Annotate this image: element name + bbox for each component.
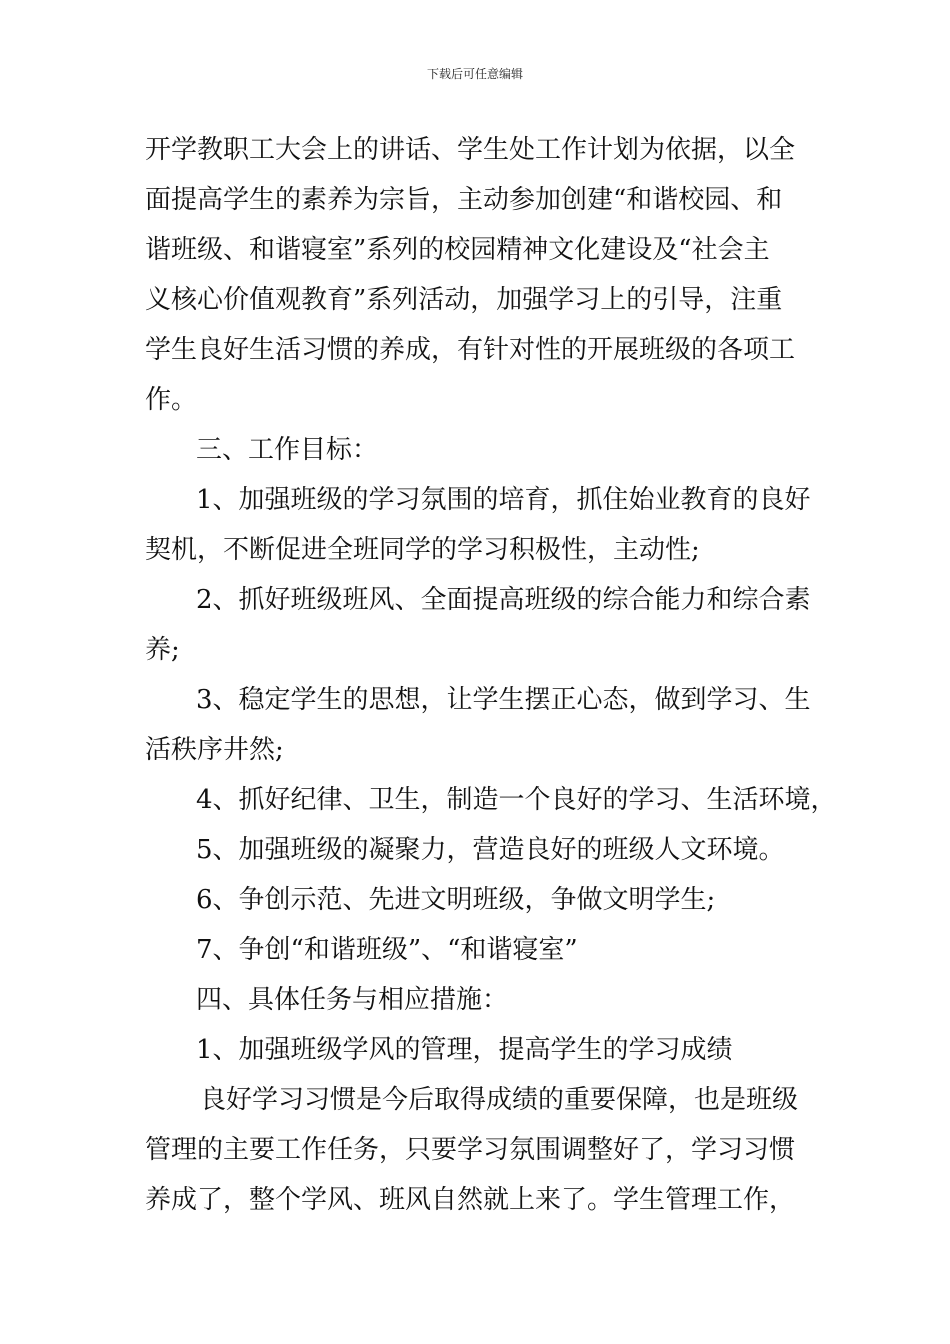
paragraph-line: 开学教职工大会上的讲话、学生处工作计划为依据，以全: [145, 135, 796, 165]
paragraph-line: 谐班级、和谐寝室”系列的校园精神文化建设及“社会主: [145, 235, 770, 265]
list-item-continuation: 活秩序井然;: [145, 735, 284, 765]
list-item-continuation: 契机，不断促进全班同学的学习积极性，主动性;: [145, 535, 700, 565]
paragraph-line: 养成了，整个学风、班风自然就上来了。学生管理工作，: [145, 1185, 796, 1215]
list-item: 1、加强班级的学习氛围的培育，抓住始业教育的良好: [196, 485, 811, 515]
list-item: 6、争创示范、先进文明班级，争做文明学生;: [196, 885, 716, 915]
section-heading: 四、具体任务与相应措施：: [196, 985, 509, 1015]
paragraph-line: 学生良好生活习惯的养成，有针对性的开展班级的各项工: [145, 335, 796, 365]
list-item: 5、加强班级的凝聚力，营造良好的班级人文环境。: [196, 835, 785, 865]
paragraph-line: 面提高学生的素养为宗旨，主动参加创建“和谐校园、和: [145, 185, 783, 215]
list-item: 3、稳定学生的思想，让学生摆正心态，做到学习、生: [196, 685, 811, 715]
paragraph-line: 义核心价值观教育”系列活动，加强学习上的引导，注重: [145, 285, 783, 315]
list-item: 4、抓好纪律、卫生，制造一个良好的学习、生活环境，: [196, 785, 837, 815]
subsection-heading: 1、加强班级学风的管理，提高学生的学习成绩: [196, 1035, 733, 1065]
paragraph-line: 良好学习习惯是今后取得成绩的重要保障，也是班级: [200, 1085, 799, 1115]
paragraph-line: 管理的主要工作任务，只要学习氛围调整好了，学习习惯: [145, 1135, 796, 1165]
paragraph-line: 作。: [145, 385, 198, 415]
list-item: 2、抓好班级班风、全面提高班级的综合能力和综合素: [196, 585, 811, 615]
page-header: 下载后可任意编辑: [426, 67, 523, 81]
section-heading: 三、工作目标：: [196, 435, 379, 465]
list-item-continuation: 养;: [145, 635, 180, 665]
list-item: 7、争创“和谐班级”、“和谐寝室”: [196, 935, 578, 965]
